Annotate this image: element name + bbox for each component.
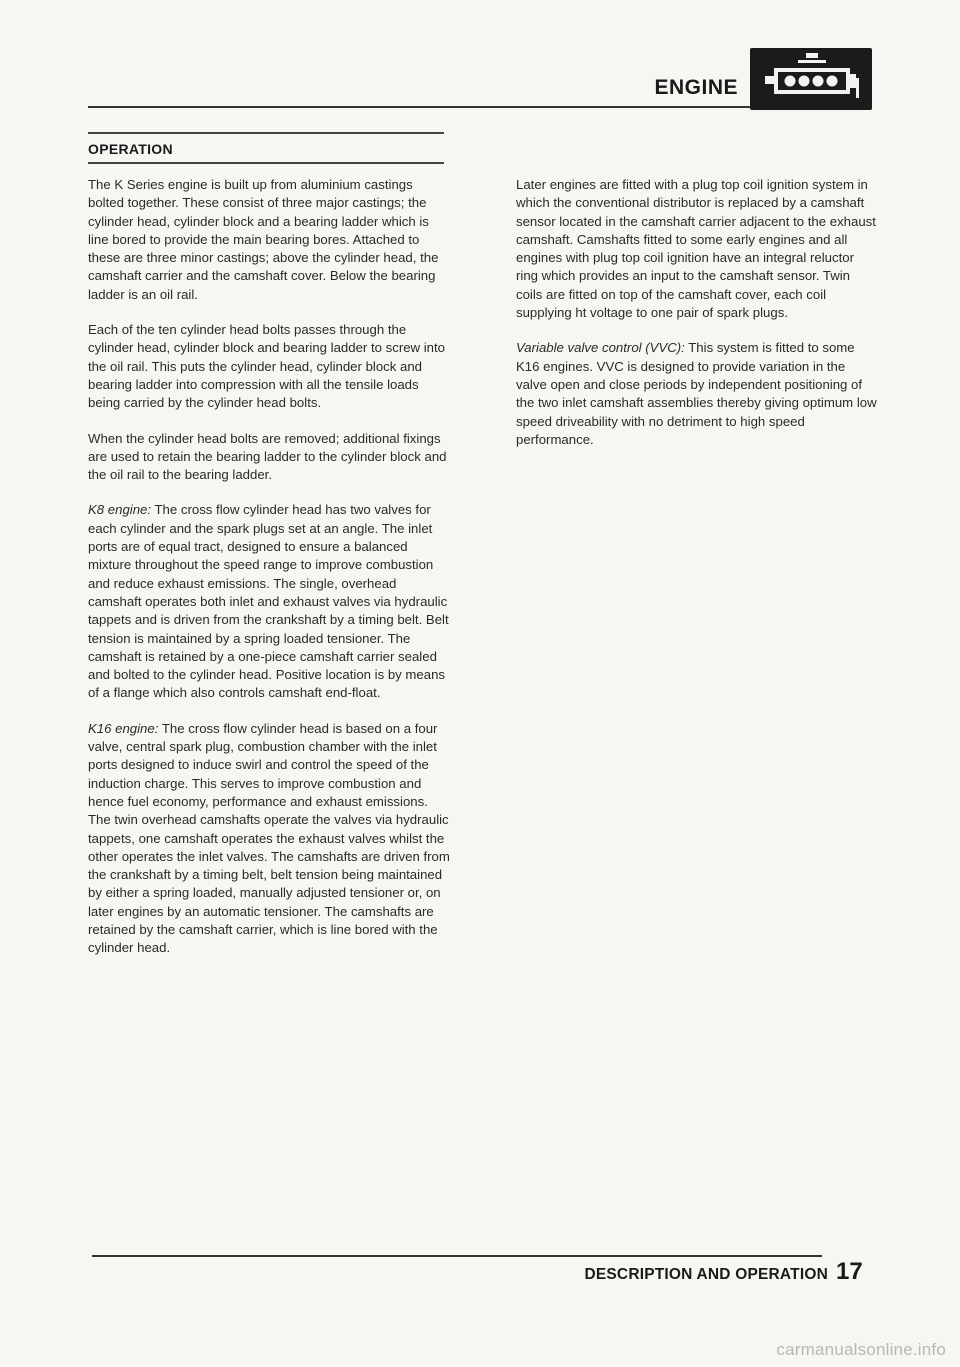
watermark: carmanualsonline.info <box>776 1340 946 1359</box>
paragraph-body: The cross flow cylinder head is based on a four valve, central spark plug, combustion chamber with the inlet ports designed to induce swirl and control the speed of the induction charge. This serves to improve combustion and hence fuel economy, performance and exhaust emissions. The twin overhead camshafts operate the valves via hydraulic tappets, one camshaft operates the exhaust valves whilst the other operates the inlet valves. The camshafts are driven from the crankshaft by a timing belt, belt tension being maintained by either a spring loaded, manually adjusted tensioner or, on later engines by an automatic tensioner. The camshafts are retained by the camshaft carrier, which is line bored with the cylinder head. <box>88 720 450 956</box>
paragraph: When the cylinder head bolts are removed; additional fixings are used to retain the bearing ladder to the cylinder block and the oil rail to the bearing ladder. <box>88 430 447 483</box>
paragraph-lead: Variable valve control (VVC): <box>516 340 685 356</box>
paragraph-body: The cross flow cylinder head has two valves for each cylinder and the spark plugs set at an angle. The inlet ports are of equal tract, designed to ensure a balanced mixture throughout the speed range to improve combustion and reduce exhaust emissions. The single, overhead camshaft operates both inlet and exhaust valves via hydraulic tappets and is driven from the crankshaft by a timing belt. Belt tension is maintained by a spring loaded tensioner. The camshaft is retained by a one-piece camshaft carrier sealed and bolted to the cylinder head. Positive location is by means of a flange which also controls camshaft end-float. <box>88 502 449 701</box>
engine-badge <box>750 48 872 110</box>
engine-icon <box>750 48 872 110</box>
paragraph-k8 <box>88 501 450 702</box>
section-title: OPERATION <box>88 141 173 157</box>
page-number: 17 <box>836 1258 863 1285</box>
paragraph: Later engines are fitted with a plug top coil ignition system in which the conventional distributor is replaced by a camshaft sensor located in the camshaft carrier adjacent to the exhaust camshaft. Camshafts fitted to some early engines and all engines with plug top coil ignition have an integral reluctor ring which provides an input to the camshaft sensor. Twin coils are fitted on top of the camshaft cover, each coil supplying ht voltage to one pair of spark plugs. <box>516 177 876 321</box>
paragraph-body: This system is fitted to some K16 engines. VVC is designed to provide variation in the valve open and close periods by independent positioning of the two inlet camshaft assemblies thereby giving optimum low speed driveability with no detriment to high speed performance. <box>516 340 877 447</box>
paragraph-lead: K16 engine: <box>88 720 159 736</box>
paragraph-vvc <box>516 339 878 449</box>
footer-rule <box>92 1255 822 1257</box>
paragraph: Each of the ten cylinder head bolts passes through the cylinder head, cylinder block and bearing ladder to screw into the oil rail. This puts the cylinder head, cylinder block and bearing ladder into compression with all the tensile loads being carried by the cylinder head bolts. <box>88 322 445 411</box>
left-column <box>88 176 450 975</box>
header-rule <box>88 106 750 108</box>
paragraph-lead: K8 engine: <box>88 502 152 518</box>
section-rule-bottom <box>88 162 444 164</box>
right-column <box>516 176 878 466</box>
footer-title: DESCRIPTION AND OPERATION <box>584 1266 828 1283</box>
paragraph: The K Series engine is built up from aluminium castings bolted together. These consist of three major castings; the cylinder head, cylinder block and a bearing ladder which is line bored to provide the main bearing bores. Attached to these are three minor castings; above the cylinder head, the camshaft carrier and the camshaft cover. Below the bearing ladder is an oil rail. <box>88 177 439 302</box>
paragraph-k16 <box>88 720 450 958</box>
section-rule-top <box>88 132 444 134</box>
header-title: ENGINE <box>654 76 738 99</box>
